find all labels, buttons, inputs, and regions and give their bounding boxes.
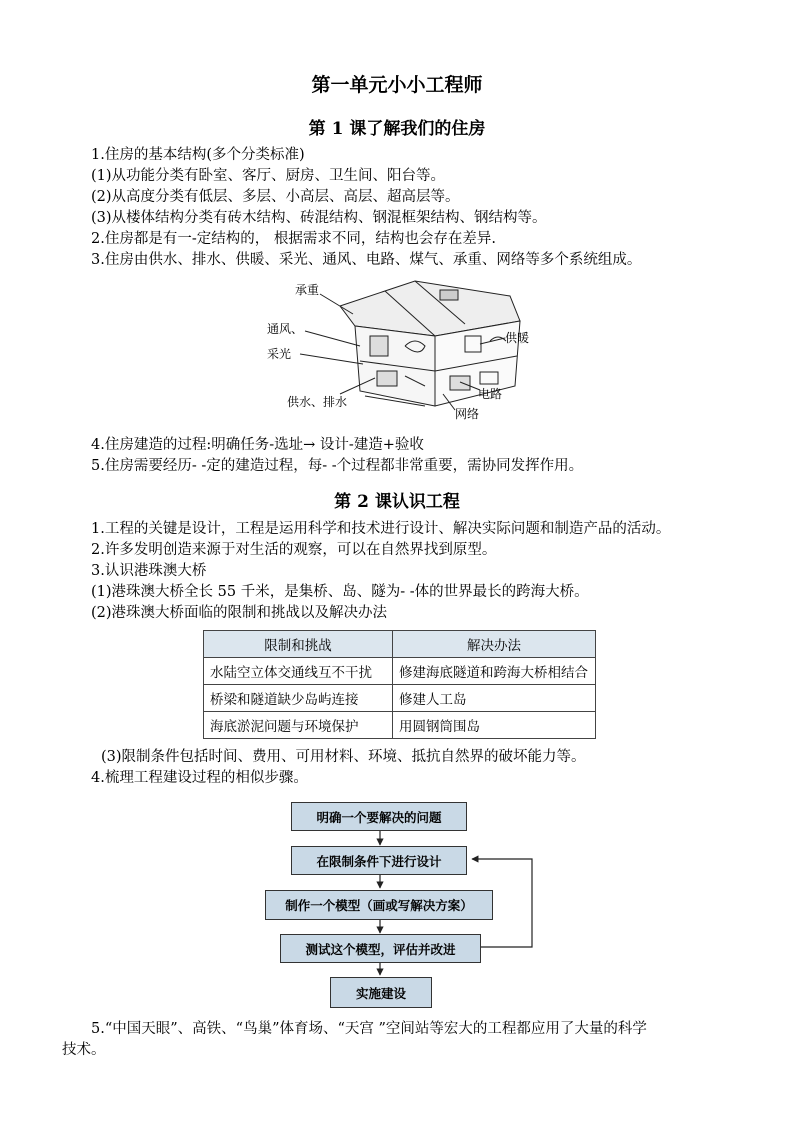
label-heating: 供暖 xyxy=(505,331,530,345)
table-row xyxy=(204,658,596,685)
lesson1-line: 4.住房建造的过程:明确任务-选址→ 设计-建造+验收 xyxy=(91,437,424,453)
flow-step-1: 明确一个要解决的问题 xyxy=(291,802,467,831)
lesson1-line: 3.住房由供水、排水、供暖、采光、通风、电路、煤气、承重、网络等多个系统组成。 xyxy=(91,252,642,268)
page-title: 第一单元小小工程师 xyxy=(311,74,483,96)
lesson2-line: 5.“中国天眼”、高铁、“鸟巢”体育场、“天宫 ”空间站等宏大的工程都应用了大量的科学 xyxy=(91,1021,647,1037)
lesson1-line: 5.住房需要经历- -定的建造过程，每- -个过程都非常重要，需协同发挥作用。 xyxy=(91,458,584,474)
lesson2-line: 1.工程的关键是设计，工程是运用科学和技术进行设计、解决实际问题和制造产品的活动。 xyxy=(91,521,671,537)
table-cell: 修建海底隧道和跨海大桥相结合 xyxy=(393,658,596,685)
lesson2-line: (3)限制条件包括时间、费用、可用材料、环境、抵抗自然界的破坏能力等。 xyxy=(101,749,586,765)
lesson1-line: (3)从楼体结构分类有砖木结构、砖混结构、钢混框架结构、钢结构等。 xyxy=(91,210,547,226)
house-systems-illustration xyxy=(265,276,547,422)
label-water: 供水、排水 xyxy=(287,395,348,409)
table-row xyxy=(204,685,596,712)
lesson1-line: 2.住房都是有一-定结构的， 根据需求不同，结构也会存在差异. xyxy=(91,231,496,247)
lesson2-line: 2.许多发明创造来源于对生活的观察，可以在自然界找到原型。 xyxy=(91,542,497,558)
table-header-row xyxy=(204,631,596,658)
lesson2-line: (2)港珠澳大桥面临的限制和挑战以及解决办法 xyxy=(91,605,388,621)
table-cell: 海底淤泥问题与环境保护 xyxy=(204,712,393,739)
label-network: 网络 xyxy=(455,407,480,421)
table-row xyxy=(204,712,596,739)
lesson2-line: (1)港珠澳大桥全长 55 千米，是集桥、岛、隧为- -体的世界最长的跨海大桥。 xyxy=(91,584,589,600)
label-lighting: 采光 xyxy=(267,347,292,361)
lesson2-line: 技术。 xyxy=(62,1042,106,1058)
table-header: 限制和挑战 xyxy=(204,631,393,658)
table-cell: 修建人工岛 xyxy=(393,685,596,712)
lesson1-line: (2)从高度分类有低层、多层、小高层、高层、超高层等。 xyxy=(91,189,460,205)
table-cell: 桥梁和隧道缺少岛屿连接 xyxy=(204,685,393,712)
flow-step-3: 制作一个模型（画或写解决方案） xyxy=(265,890,493,920)
label-circuit: 电路 xyxy=(478,387,503,401)
lesson1-line: (1)从功能分类有卧室、客厅、厨房、卫生间、阳台等。 xyxy=(91,168,446,184)
flow-step-2: 在限制条件下进行设计 xyxy=(291,846,467,875)
table-cell: 用圆钢筒围岛 xyxy=(393,712,596,739)
bridge-challenges-table xyxy=(203,630,596,739)
lesson1-heading: 第 1 课了解我们的住房 xyxy=(308,119,486,139)
label-ventilation: 通风、 xyxy=(267,322,304,336)
table-cell: 水陆空立体交通线互不干扰 xyxy=(204,658,393,685)
table-header: 解决办法 xyxy=(393,631,596,658)
lesson1-line: 1.住房的基本结构(多个分类标准) xyxy=(91,147,305,163)
flow-step-5: 实施建设 xyxy=(330,977,432,1008)
label-load: 承重 xyxy=(295,283,320,297)
lesson2-line: 4.梳理工程建设过程的相似步骤。 xyxy=(91,770,308,786)
lesson2-line: 3.认识港珠澳大桥 xyxy=(91,563,207,579)
flow-step-4: 测试这个模型，评估并改进 xyxy=(280,934,481,963)
lesson2-heading: 第 2 课认识工程 xyxy=(334,492,460,512)
